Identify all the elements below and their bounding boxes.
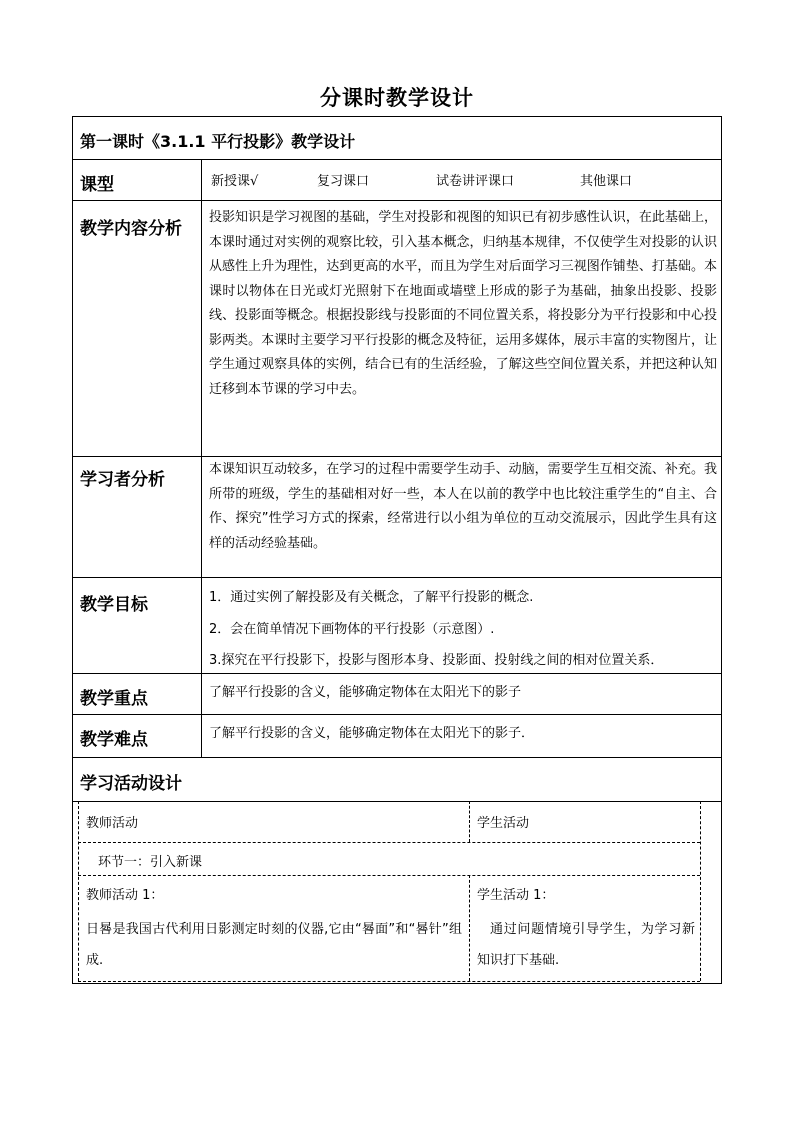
student-activity-1-text: 通过问题情境引导学生，为学习新知识打下基础. (477, 922, 695, 968)
content-analysis-text: 投影知识是学习视图的基础，学生对投影和视图的知识已有初步感性认识，在此基础上，本课时通过对实例的观察比较，引入基本概念，归纳基本规律，不仅使学生对投影的认识从感性上升为理性，达到更高的水平，而且为学生对后面学习三视图作铺垫、打基础。本课时以物体在日光或灯光照射下在地面或墙壁上形成的影子为基础，抽象出投影、投影线、投影面等概念。根据投影线与投影面的不同位置关系，将投影分为平行投影和中心投影两类。本课时主要学习平行投影的概念及特征，运用多媒体，展示丰富的实物图片，让学生通过观察具体的实例，结合已有的生活经验，了解这些空间位置关系，并把这种认知迁移到本节课的学习中去。 (209, 210, 717, 397)
row-divider (72, 159, 722, 160)
row-divider (72, 673, 722, 674)
key-points-label: 教学重点 (80, 689, 148, 709)
teacher-activity-column-header: 教师活动 (86, 816, 139, 831)
row-divider (72, 757, 722, 758)
objective-item: 3.探究在平行投影下，投影与图形本身、投影面、投射线之间的相对位置关系． (209, 653, 664, 668)
lesson-header: 第一课时《3.1.1 平行投影》教学设计 (80, 132, 356, 151)
dashed-divider (78, 842, 700, 843)
difficulties-label: 教学难点 (80, 730, 148, 750)
course-type-label: 课型 (80, 175, 114, 195)
objective-item: 1．通过实例了解投影及有关概念，了解平行投影的概念. (209, 590, 534, 605)
row-divider (72, 200, 722, 201)
dashed-divider (78, 801, 79, 981)
dashed-divider (469, 801, 470, 842)
key-points-text: 了解平行投影的含义，能够确定物体在太阳光下的影子 (209, 685, 522, 700)
course-type-option-other: 其他课口 (580, 174, 633, 189)
student-activity-1-label: 学生活动 1： (477, 888, 555, 903)
page-title: 分课时教学设计 (320, 85, 474, 110)
objective-item: 2．会在简单情况下画物体的平行投影（示意图）. (209, 622, 495, 637)
course-type-option-new: 新授课√ (211, 174, 259, 189)
dashed-divider (78, 875, 700, 876)
row-divider (72, 577, 722, 578)
row-divider (72, 456, 722, 457)
content-analysis-label: 教学内容分析 (80, 219, 182, 239)
section-heading: 环节一：引入新课 (98, 855, 203, 870)
row-divider (72, 801, 722, 802)
row-divider (72, 714, 722, 715)
column-divider (201, 159, 202, 757)
student-activity-column-header: 学生活动 (477, 816, 530, 831)
teacher-activity-1-label: 教师活动 1： (86, 888, 164, 903)
difficulties-text: 了解平行投影的含义，能够确定物体在太阳光下的影子． (209, 726, 535, 741)
course-type-option-review: 复习课口 (317, 174, 370, 189)
learner-analysis-label: 学习者分析 (80, 470, 165, 490)
dashed-divider (78, 981, 700, 982)
course-type-option-exam-review: 试卷讲评课口 (436, 174, 515, 189)
dashed-divider (469, 875, 470, 981)
objectives-label: 教学目标 (80, 595, 148, 615)
teacher-activity-1-text: 日晷是我国古代利用日影测定时刻的仪器,它由“晷面”和“晷针”组成. (86, 922, 462, 968)
learner-analysis-text: 本课知识互动较多，在学习的过程中需要学生动手、动脑，需要学生互相交流、补充。我所带的班级，学生的基础相对好一些，本人在以前的教学中也比较注重学生的“自主、合作、探究”性学习方式的探索，经常进行以小组为单位的互动交流展示，因此学生具有这样的活动经验基础。 (209, 462, 717, 551)
activity-design-label: 学习活动设计 (80, 774, 182, 794)
dashed-divider (700, 801, 701, 981)
